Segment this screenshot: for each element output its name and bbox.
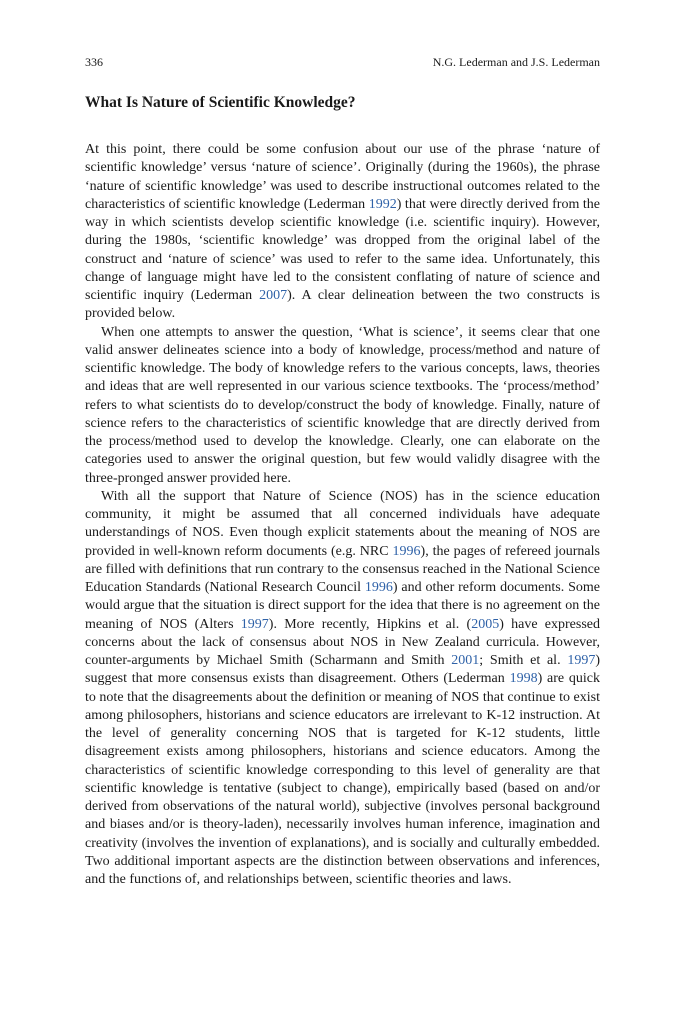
- section-heading: What Is Nature of Scientific Knowledge?: [85, 94, 356, 111]
- citation-year-link[interactable]: 1997: [567, 653, 596, 668]
- paragraph-text: When one attempts to answer the question, ‘What is science’, it seems clear that one valid answer delineates science into a body of knowledge, process/method and nature of scientific knowledge. The body of knowledge refers to the various concepts, laws, theories and ideas that are well represented in our various science textbooks. The ‘process/method’ refers to what scientists do to develop/construct the body of knowledge. Finally, nature of science refers to the characteristics of scientific knowledge that are directly derived from the process/method used to develop the knowledge. Clearly, one can elaborate on the categories used to answer the original question, but few would validly disagree with the three-pronged answer provided here.: [85, 324, 600, 486]
- running-head-authors: N.G. Lederman and J.S. Lederman: [432, 55, 600, 69]
- citation-year-link[interactable]: 2001: [451, 653, 480, 668]
- paragraph-text: ) that were directly derived from the way in which scientists develop scientific knowledge (i.e. scientific inquiry). However, during the 1980s, ‘scientific knowledge’ was dropped from the original label of the construct and ‘nature of science’ was used to refer to the same idea. Unfortunately, this change of language might have led to the consistent conflating of nature of science and scientific inquiry (Lederman: [85, 196, 600, 303]
- citation-year-link[interactable]: 1996: [392, 543, 421, 559]
- paragraph: [85, 141, 600, 324]
- paragraph-text: At this point, there could be some confusion about our use of the phrase ‘nature of scientific knowledge’ versus ‘nature of science’. Originally (during the 1960s), the phrase ‘nature of scientific knowledge’ was used to describe instructional outcomes related to the characteristics of scientific knowledge (Lederman: [85, 142, 600, 212]
- paragraph-text: ) suggest that more consensus exists than disagreement. Others (Lederman: [85, 653, 600, 687]
- paragraph-text: ; Smith et al.: [479, 653, 568, 668]
- paragraph: [85, 488, 600, 890]
- paragraph: [85, 324, 600, 488]
- citation-year-link[interactable]: 1998: [509, 671, 538, 687]
- citation-year-link[interactable]: 1992: [368, 196, 397, 212]
- page-number: 336: [85, 55, 103, 69]
- running-head: [85, 54, 600, 70]
- paragraph-text: ). A clear delineation between the two constructs is provided below.: [85, 288, 600, 322]
- paragraph-text: ) have expressed concerns about the lack of consensus about NOS in New Zealand curricula. However, counter-arguments by Michael Smith (Scharmann and Smith: [85, 616, 600, 668]
- citation-year-link[interactable]: 2007: [259, 288, 288, 303]
- citation-year-link[interactable]: 1996: [364, 580, 393, 595]
- paragraph-text: ) are quick to note that the disagreements about the definition or meaning of NOS that continue to exist among philosophers, historians and science educators are irrelevant to K-12 instruction. At the level of generality concerning NOS that is targeted for K-12 students, little disagreement exists among philosophers, historians and science educators. Among the characteristics of scientific knowledge corresponding to this level of generality are that scientific knowledge is tentative (subject to change), empirically based (based on and/or derived from observations of the natural world), subjective (involves personal background and biases and/or is theory-laden), necessarily involves human inference, imagination and creativity (involves the invention of explanations), and is socially and culturally embedded. Two additional important aspects are the distinction between observations and inferences, and the functions of, and relationships between, scientific theories and laws.: [85, 671, 601, 887]
- citation-year-link[interactable]: 1997: [240, 616, 269, 632]
- paragraph-text: With all the support that Nature of Science (NOS) has in the science education community, it might be assumed that all concerned individuals have adequate understandings of NOS. Even though explicit statements about the meaning of NOS are provided in well-known reform documents (e.g. NRC: [85, 488, 600, 559]
- body-text: [85, 141, 600, 889]
- paragraph-text: ), the pages of refereed journals are filled with definitions that run contrary to the consensus reached in the National Science Education Standards (National Research Council: [85, 543, 600, 595]
- paragraph-text: ). More recently, Hipkins et al. (: [268, 616, 472, 632]
- citation-year-link[interactable]: 2005: [471, 616, 500, 632]
- paragraph-text: ) and other reform documents. Some would argue that the situation is direct support for the idea that there is no agreement on the meaning of NOS (Alters: [85, 580, 600, 632]
